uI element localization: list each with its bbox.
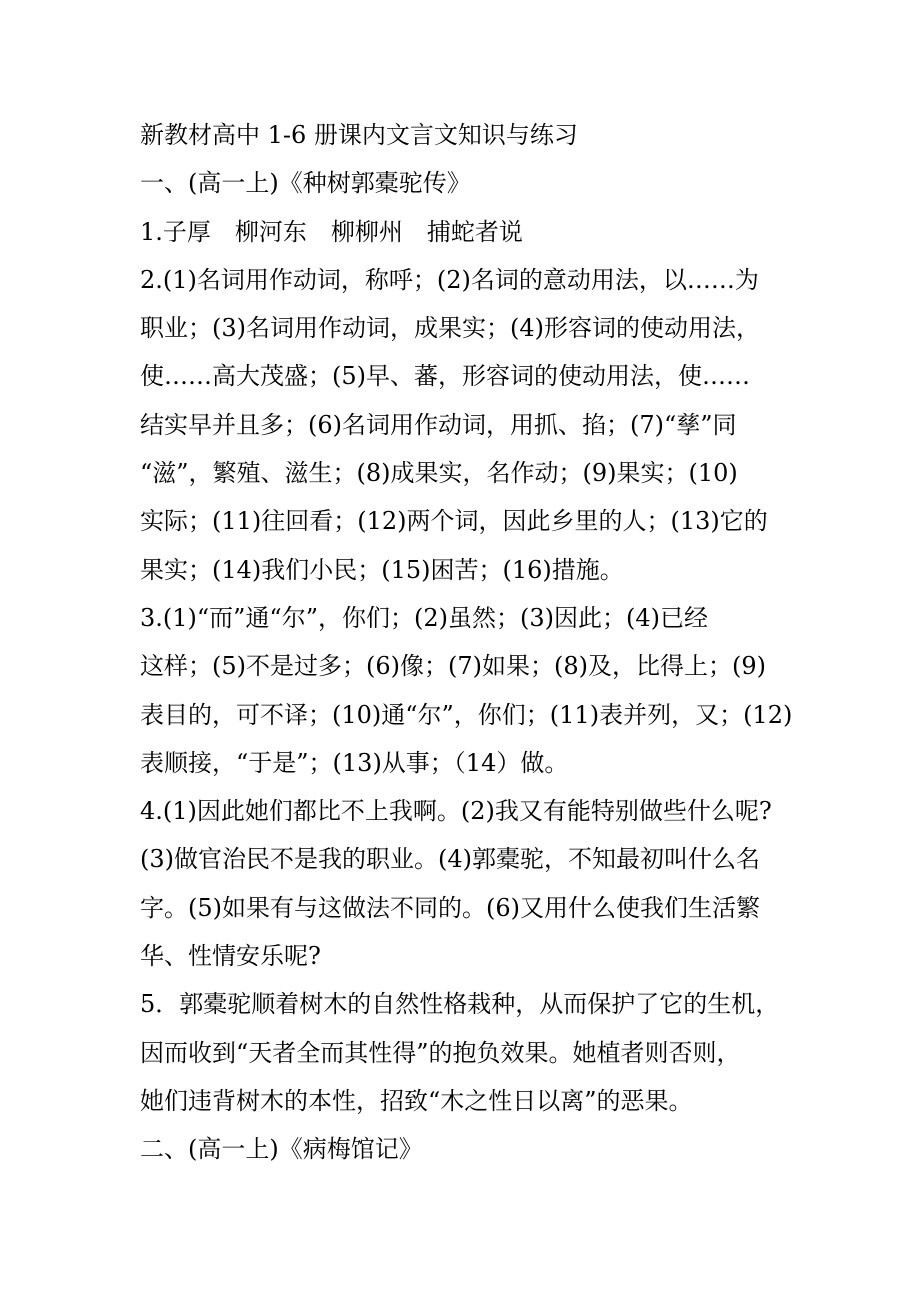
answer-line: 表顺接，“于是”；(13)从事；（14）做。: [140, 748, 569, 777]
section-heading: 二、(高一上)《病梅馆记》: [140, 1135, 423, 1164]
answer-line: 结实早并且多；(6)名词用作动词，用抓、掐；(7)“孳”同: [140, 410, 737, 439]
answer-line: 5．郭橐驼顺着树木的自然性格栽种，从而保护了它的生机，: [140, 990, 780, 1019]
answer-line: “滋”，繁殖、滋生；(8)成果实，名作动；(9)果实；(10): [140, 459, 738, 488]
answer-line: 1.子厚 柳河东 柳柳州 捕蛇者说: [140, 217, 523, 246]
answer-line: 这样；(5)不是过多；(6)像；(7)如果；(8)及，比得上；(9): [140, 652, 766, 681]
answer-line: 3.(1)“而”通“尔”，你们；(2)虽然；(3)因此；(4)已经: [140, 603, 708, 632]
answer-line: 果实；(14)我们小民；(15)困苦；(16)措施。: [140, 555, 624, 584]
document-body: [140, 111, 800, 1174]
answer-line: 职业；(3)名词用作动词，成果实；(4)形容词的使动用法，: [140, 314, 760, 343]
answer-line: 因而收到“天者全而其性得”的抱负效果。她植者则否则，: [140, 1038, 741, 1067]
answer-line: 4.(1)因此她们都比不上我啊。(2)我又有能特别做些什么呢?: [140, 797, 772, 826]
answer-line: (3)做官治民不是我的职业。(4)郭橐驼，不知最初叫什么名: [140, 845, 760, 874]
answer-line: 使……高大茂盛；(5)早、蕃，形容词的使动用法，使……: [140, 362, 750, 391]
answer-line: 字。(5)如果有与这做法不同的。(6)又用什么使我们生活繁: [140, 893, 760, 922]
answer-line: 实际；(11)往回看；(12)两个词，因此乡里的人；(13)它的: [140, 507, 768, 536]
answer-line: 华、性情安乐呢?: [140, 942, 321, 971]
answer-line: 她们违背树木的本性，招致“木之性日以离”的恶果。: [140, 1086, 693, 1115]
answer-line: 表目的，可不译；(10)通“尔”，你们；(11)表并列，又；(12): [140, 700, 793, 729]
document-title: 新教材高中 1-6 册课内文言文知识与练习: [140, 121, 578, 149]
section-heading: 一、(高一上)《种树郭橐驼传》: [140, 169, 471, 198]
answer-line: 2.(1)名词用作动词，称呼；(2)名词的意动用法，以……为: [140, 265, 759, 294]
